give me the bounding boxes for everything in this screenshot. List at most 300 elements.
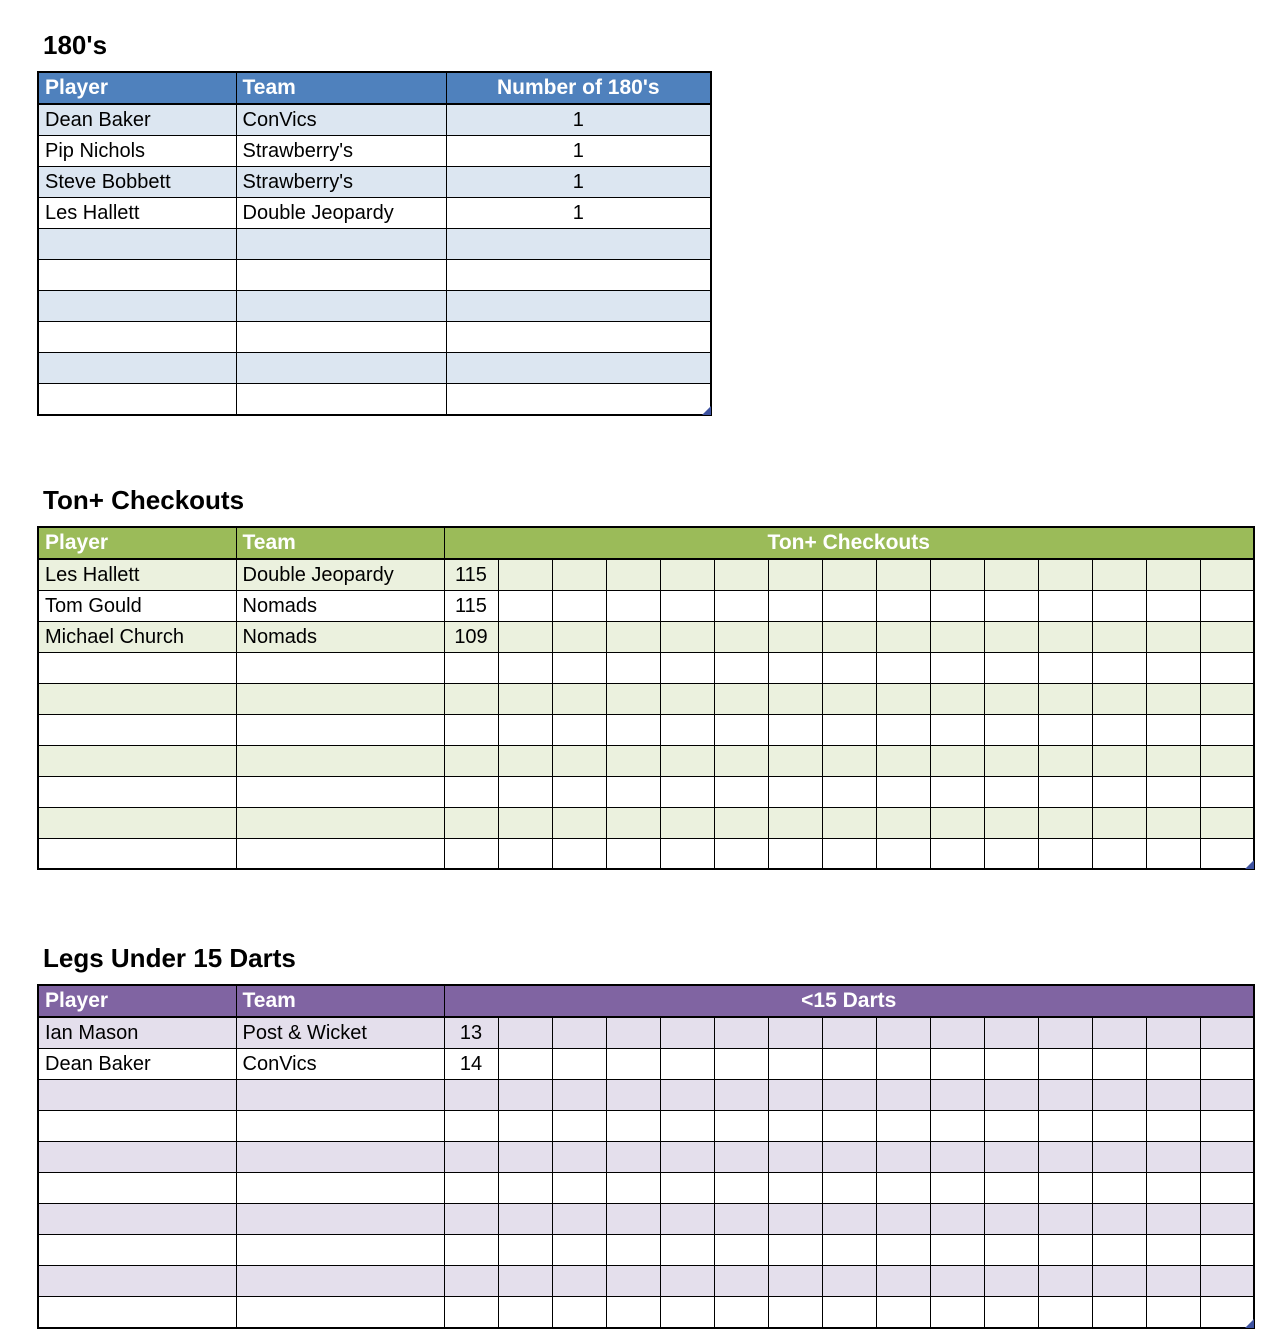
cell-empty[interactable] xyxy=(984,652,1038,683)
cell-empty[interactable] xyxy=(552,745,606,776)
cell-empty[interactable] xyxy=(498,1297,552,1328)
cell-player[interactable]: Pip Nichols xyxy=(38,136,236,167)
cell-empty[interactable] xyxy=(876,1235,930,1266)
cell-empty[interactable] xyxy=(660,1297,714,1328)
cell-empty[interactable] xyxy=(660,590,714,621)
cell-empty[interactable] xyxy=(984,714,1038,745)
cell-empty[interactable] xyxy=(1200,1173,1254,1204)
cell-empty[interactable] xyxy=(606,714,660,745)
cell-team[interactable]: Strawberry's xyxy=(236,167,446,198)
cell-team[interactable]: Double Jeopardy xyxy=(236,559,444,591)
cell-team[interactable] xyxy=(236,745,444,776)
cell-empty[interactable] xyxy=(660,807,714,838)
cell-empty[interactable] xyxy=(1146,1297,1200,1328)
cell-player[interactable] xyxy=(38,652,236,683)
cell-empty[interactable] xyxy=(876,1142,930,1173)
cell-empty[interactable] xyxy=(768,1017,822,1049)
cell-empty[interactable] xyxy=(606,1204,660,1235)
cell-empty[interactable] xyxy=(606,1080,660,1111)
cell-empty[interactable] xyxy=(606,776,660,807)
cell-empty[interactable] xyxy=(876,838,930,869)
cell-empty[interactable] xyxy=(1092,683,1146,714)
cell-empty[interactable] xyxy=(1200,590,1254,621)
cell-player[interactable]: Dean Baker xyxy=(38,1049,236,1080)
cell-empty[interactable] xyxy=(930,1173,984,1204)
cell-empty[interactable] xyxy=(660,621,714,652)
cell-empty[interactable] xyxy=(984,559,1038,591)
cell-empty[interactable] xyxy=(822,1017,876,1049)
cell-empty[interactable] xyxy=(1200,1017,1254,1049)
cell-value[interactable] xyxy=(446,260,711,291)
cell-empty[interactable] xyxy=(1200,621,1254,652)
cell-empty[interactable] xyxy=(714,1017,768,1049)
table-resize-handle[interactable] xyxy=(1245,860,1254,869)
cell-empty[interactable] xyxy=(660,714,714,745)
cell-team[interactable] xyxy=(236,291,446,322)
cell-empty[interactable] xyxy=(606,590,660,621)
cell-empty[interactable] xyxy=(714,714,768,745)
cell-empty[interactable] xyxy=(498,1204,552,1235)
cell-value[interactable] xyxy=(444,745,498,776)
cell-empty[interactable] xyxy=(1200,1049,1254,1080)
cell-empty[interactable] xyxy=(930,683,984,714)
cell-empty[interactable] xyxy=(876,652,930,683)
cell-empty[interactable] xyxy=(714,559,768,591)
cell-empty[interactable] xyxy=(1200,652,1254,683)
cell-empty[interactable] xyxy=(1092,1235,1146,1266)
cell-empty[interactable] xyxy=(552,1235,606,1266)
cell-empty[interactable] xyxy=(660,1235,714,1266)
cell-empty[interactable] xyxy=(1038,714,1092,745)
cell-player[interactable]: Tom Gould xyxy=(38,590,236,621)
cell-empty[interactable] xyxy=(768,559,822,591)
cell-player[interactable] xyxy=(38,260,236,291)
cell-empty[interactable] xyxy=(1092,714,1146,745)
cell-team[interactable] xyxy=(236,1204,444,1235)
cell-empty[interactable] xyxy=(1038,1297,1092,1328)
cell-value[interactable]: 1 xyxy=(446,136,711,167)
cell-empty[interactable] xyxy=(876,807,930,838)
cell-empty[interactable] xyxy=(1200,714,1254,745)
cell-team[interactable] xyxy=(236,683,444,714)
cell-empty[interactable] xyxy=(1146,1017,1200,1049)
cell-empty[interactable] xyxy=(984,807,1038,838)
cell-team[interactable] xyxy=(236,353,446,384)
cell-empty[interactable] xyxy=(498,1266,552,1297)
cell-empty[interactable] xyxy=(984,745,1038,776)
cell-empty[interactable] xyxy=(1038,559,1092,591)
cell-empty[interactable] xyxy=(768,683,822,714)
cell-empty[interactable] xyxy=(930,559,984,591)
cell-empty[interactable] xyxy=(1092,652,1146,683)
cell-empty[interactable] xyxy=(1200,1266,1254,1297)
cell-empty[interactable] xyxy=(876,1297,930,1328)
cell-empty[interactable] xyxy=(606,559,660,591)
cell-empty[interactable] xyxy=(498,652,552,683)
cell-empty[interactable] xyxy=(984,1235,1038,1266)
column-header-values[interactable]: <15 Darts xyxy=(444,985,1254,1017)
cell-empty[interactable] xyxy=(1092,590,1146,621)
cell-empty[interactable] xyxy=(1038,745,1092,776)
cell-empty[interactable] xyxy=(714,1235,768,1266)
cell-player[interactable] xyxy=(38,683,236,714)
cell-empty[interactable] xyxy=(1038,590,1092,621)
cell-empty[interactable] xyxy=(930,1297,984,1328)
cell-empty[interactable] xyxy=(714,1173,768,1204)
cell-empty[interactable] xyxy=(498,1235,552,1266)
cell-empty[interactable] xyxy=(1146,776,1200,807)
cell-empty[interactable] xyxy=(768,807,822,838)
cell-empty[interactable] xyxy=(768,1142,822,1173)
cell-empty[interactable] xyxy=(498,683,552,714)
cell-value[interactable]: 115 xyxy=(444,590,498,621)
cell-value[interactable] xyxy=(444,1297,498,1328)
cell-empty[interactable] xyxy=(1146,1173,1200,1204)
cell-value[interactable] xyxy=(444,1111,498,1142)
cell-player[interactable] xyxy=(38,229,236,260)
cell-team[interactable]: Post & Wicket xyxy=(236,1017,444,1049)
cell-empty[interactable] xyxy=(768,1266,822,1297)
cell-empty[interactable] xyxy=(984,1017,1038,1049)
cell-empty[interactable] xyxy=(1146,1266,1200,1297)
cell-empty[interactable] xyxy=(1092,1080,1146,1111)
cell-empty[interactable] xyxy=(552,776,606,807)
cell-empty[interactable] xyxy=(498,559,552,591)
cell-empty[interactable] xyxy=(552,652,606,683)
cell-empty[interactable] xyxy=(1200,1080,1254,1111)
cell-empty[interactable] xyxy=(876,776,930,807)
cell-empty[interactable] xyxy=(1200,1204,1254,1235)
cell-value[interactable]: 1 xyxy=(446,198,711,229)
cell-empty[interactable] xyxy=(768,621,822,652)
cell-empty[interactable] xyxy=(1038,1080,1092,1111)
cell-empty[interactable] xyxy=(1038,652,1092,683)
cell-team[interactable]: Strawberry's xyxy=(236,136,446,167)
cell-team[interactable] xyxy=(236,322,446,353)
cell-empty[interactable] xyxy=(1146,714,1200,745)
table-resize-handle[interactable] xyxy=(1245,1319,1254,1328)
cell-team[interactable] xyxy=(236,714,444,745)
cell-empty[interactable] xyxy=(1200,1142,1254,1173)
cell-player[interactable] xyxy=(38,807,236,838)
cell-empty[interactable] xyxy=(930,652,984,683)
cell-empty[interactable] xyxy=(1092,559,1146,591)
cell-player[interactable] xyxy=(38,353,236,384)
cell-value[interactable] xyxy=(446,353,711,384)
cell-empty[interactable] xyxy=(1038,683,1092,714)
cell-empty[interactable] xyxy=(984,1142,1038,1173)
column-header-team[interactable]: Team xyxy=(236,527,444,559)
cell-empty[interactable] xyxy=(822,683,876,714)
cell-empty[interactable] xyxy=(660,1173,714,1204)
cell-empty[interactable] xyxy=(876,1111,930,1142)
cell-empty[interactable] xyxy=(984,1266,1038,1297)
cell-empty[interactable] xyxy=(1146,1080,1200,1111)
cell-empty[interactable] xyxy=(552,1173,606,1204)
cell-value[interactable] xyxy=(444,1173,498,1204)
cell-empty[interactable] xyxy=(660,838,714,869)
cell-empty[interactable] xyxy=(876,714,930,745)
cell-empty[interactable] xyxy=(768,714,822,745)
cell-empty[interactable] xyxy=(768,838,822,869)
cell-player[interactable]: Michael Church xyxy=(38,621,236,652)
cell-team[interactable] xyxy=(236,807,444,838)
cell-empty[interactable] xyxy=(930,1142,984,1173)
cell-empty[interactable] xyxy=(498,590,552,621)
cell-team[interactable] xyxy=(236,1266,444,1297)
cell-empty[interactable] xyxy=(714,1111,768,1142)
cell-empty[interactable] xyxy=(930,1266,984,1297)
cell-empty[interactable] xyxy=(822,1204,876,1235)
cell-empty[interactable] xyxy=(768,1049,822,1080)
cell-empty[interactable] xyxy=(984,1173,1038,1204)
cell-team[interactable] xyxy=(236,229,446,260)
cell-empty[interactable] xyxy=(1146,807,1200,838)
cell-empty[interactable] xyxy=(768,1297,822,1328)
cell-empty[interactable] xyxy=(822,807,876,838)
cell-empty[interactable] xyxy=(1092,807,1146,838)
cell-empty[interactable] xyxy=(552,621,606,652)
cell-player[interactable] xyxy=(38,1080,236,1111)
cell-empty[interactable] xyxy=(768,652,822,683)
cell-team[interactable] xyxy=(236,1080,444,1111)
cell-empty[interactable] xyxy=(984,1080,1038,1111)
cell-value[interactable]: 1 xyxy=(446,104,711,136)
cell-empty[interactable] xyxy=(876,621,930,652)
cell-empty[interactable] xyxy=(768,590,822,621)
cell-empty[interactable] xyxy=(714,1080,768,1111)
cell-empty[interactable] xyxy=(822,1173,876,1204)
cell-empty[interactable] xyxy=(498,1142,552,1173)
cell-empty[interactable] xyxy=(930,807,984,838)
cell-empty[interactable] xyxy=(1200,559,1254,591)
cell-empty[interactable] xyxy=(714,776,768,807)
cell-empty[interactable] xyxy=(1146,683,1200,714)
cell-empty[interactable] xyxy=(660,1142,714,1173)
cell-empty[interactable] xyxy=(930,1204,984,1235)
cell-player[interactable] xyxy=(38,1297,236,1328)
cell-empty[interactable] xyxy=(822,1266,876,1297)
cell-empty[interactable] xyxy=(714,1297,768,1328)
cell-empty[interactable] xyxy=(1092,621,1146,652)
cell-empty[interactable] xyxy=(822,559,876,591)
cell-value[interactable] xyxy=(446,384,711,415)
cell-empty[interactable] xyxy=(984,776,1038,807)
cell-empty[interactable] xyxy=(876,1173,930,1204)
cell-team[interactable] xyxy=(236,1235,444,1266)
cell-player[interactable] xyxy=(38,1111,236,1142)
cell-player[interactable] xyxy=(38,1235,236,1266)
cell-empty[interactable] xyxy=(714,1266,768,1297)
cell-empty[interactable] xyxy=(606,745,660,776)
cell-empty[interactable] xyxy=(660,745,714,776)
cell-empty[interactable] xyxy=(1200,807,1254,838)
cell-value[interactable]: 115 xyxy=(444,559,498,591)
cell-empty[interactable] xyxy=(552,590,606,621)
cell-empty[interactable] xyxy=(1092,1142,1146,1173)
cell-empty[interactable] xyxy=(1146,838,1200,869)
cell-empty[interactable] xyxy=(1092,1204,1146,1235)
cell-empty[interactable] xyxy=(498,714,552,745)
cell-player[interactable] xyxy=(38,322,236,353)
cell-empty[interactable] xyxy=(498,807,552,838)
cell-empty[interactable] xyxy=(660,1266,714,1297)
cell-empty[interactable] xyxy=(552,1111,606,1142)
cell-empty[interactable] xyxy=(498,1049,552,1080)
cell-empty[interactable] xyxy=(822,621,876,652)
column-header-values[interactable]: Ton+ Checkouts xyxy=(444,527,1254,559)
cell-value[interactable] xyxy=(444,652,498,683)
cell-empty[interactable] xyxy=(1038,1266,1092,1297)
cell-empty[interactable] xyxy=(1038,1235,1092,1266)
cell-player[interactable] xyxy=(38,1266,236,1297)
cell-empty[interactable] xyxy=(660,1017,714,1049)
cell-team[interactable] xyxy=(236,384,446,415)
cell-empty[interactable] xyxy=(606,1266,660,1297)
cell-empty[interactable] xyxy=(552,1266,606,1297)
cell-empty[interactable] xyxy=(1146,1049,1200,1080)
cell-empty[interactable] xyxy=(1038,1142,1092,1173)
cell-team[interactable]: ConVics xyxy=(236,104,446,136)
cell-empty[interactable] xyxy=(606,1297,660,1328)
cell-empty[interactable] xyxy=(822,1049,876,1080)
cell-player[interactable] xyxy=(38,384,236,415)
cell-empty[interactable] xyxy=(876,559,930,591)
cell-empty[interactable] xyxy=(1038,1017,1092,1049)
cell-team[interactable]: Nomads xyxy=(236,621,444,652)
cell-value[interactable]: 13 xyxy=(444,1017,498,1049)
cell-team[interactable]: Nomads xyxy=(236,590,444,621)
cell-empty[interactable] xyxy=(498,621,552,652)
cell-empty[interactable] xyxy=(552,807,606,838)
cell-value[interactable] xyxy=(444,838,498,869)
cell-empty[interactable] xyxy=(714,1204,768,1235)
cell-player[interactable] xyxy=(38,1204,236,1235)
cell-empty[interactable] xyxy=(1038,1049,1092,1080)
cell-empty[interactable] xyxy=(714,652,768,683)
cell-empty[interactable] xyxy=(1200,776,1254,807)
cell-player[interactable]: Dean Baker xyxy=(38,104,236,136)
cell-empty[interactable] xyxy=(1038,1111,1092,1142)
cell-empty[interactable] xyxy=(876,590,930,621)
cell-value[interactable] xyxy=(446,322,711,353)
cell-empty[interactable] xyxy=(822,714,876,745)
cell-empty[interactable] xyxy=(498,1111,552,1142)
cell-empty[interactable] xyxy=(930,1017,984,1049)
cell-empty[interactable] xyxy=(876,1017,930,1049)
cell-empty[interactable] xyxy=(498,838,552,869)
cell-empty[interactable] xyxy=(876,1204,930,1235)
cell-empty[interactable] xyxy=(1092,745,1146,776)
cell-empty[interactable] xyxy=(606,1173,660,1204)
cell-empty[interactable] xyxy=(822,776,876,807)
cell-empty[interactable] xyxy=(1146,1204,1200,1235)
cell-empty[interactable] xyxy=(930,621,984,652)
cell-empty[interactable] xyxy=(606,1235,660,1266)
cell-empty[interactable] xyxy=(930,1080,984,1111)
cell-player[interactable] xyxy=(38,838,236,869)
cell-empty[interactable] xyxy=(1200,1235,1254,1266)
cell-empty[interactable] xyxy=(768,1204,822,1235)
cell-empty[interactable] xyxy=(1092,1049,1146,1080)
cell-player[interactable]: Les Hallett xyxy=(38,559,236,591)
cell-empty[interactable] xyxy=(822,1080,876,1111)
cell-empty[interactable] xyxy=(930,776,984,807)
cell-empty[interactable] xyxy=(930,838,984,869)
cell-empty[interactable] xyxy=(1200,1111,1254,1142)
column-header-player[interactable]: Player xyxy=(38,527,236,559)
cell-value[interactable]: 1 xyxy=(446,167,711,198)
cell-value[interactable] xyxy=(444,1080,498,1111)
cell-team[interactable] xyxy=(236,1173,444,1204)
cell-empty[interactable] xyxy=(768,1173,822,1204)
cell-empty[interactable] xyxy=(822,652,876,683)
cell-empty[interactable] xyxy=(1092,1173,1146,1204)
cell-empty[interactable] xyxy=(714,621,768,652)
cell-player[interactable]: Les Hallett xyxy=(38,198,236,229)
cell-empty[interactable] xyxy=(930,745,984,776)
cell-empty[interactable] xyxy=(768,1235,822,1266)
cell-empty[interactable] xyxy=(498,745,552,776)
cell-empty[interactable] xyxy=(1038,1173,1092,1204)
cell-empty[interactable] xyxy=(552,1204,606,1235)
cell-empty[interactable] xyxy=(822,838,876,869)
cell-value[interactable] xyxy=(444,714,498,745)
cell-empty[interactable] xyxy=(714,838,768,869)
cell-empty[interactable] xyxy=(1146,1111,1200,1142)
cell-empty[interactable] xyxy=(1038,1204,1092,1235)
cell-empty[interactable] xyxy=(1038,621,1092,652)
cell-empty[interactable] xyxy=(930,714,984,745)
cell-value[interactable] xyxy=(444,807,498,838)
cell-player[interactable] xyxy=(38,745,236,776)
cell-empty[interactable] xyxy=(498,1173,552,1204)
cell-player[interactable] xyxy=(38,1173,236,1204)
cell-empty[interactable] xyxy=(498,776,552,807)
column-header-team[interactable]: Team xyxy=(236,985,444,1017)
cell-empty[interactable] xyxy=(552,838,606,869)
cell-empty[interactable] xyxy=(1092,1266,1146,1297)
cell-value[interactable] xyxy=(446,291,711,322)
cell-empty[interactable] xyxy=(930,1235,984,1266)
cell-empty[interactable] xyxy=(606,838,660,869)
cell-empty[interactable] xyxy=(714,590,768,621)
cell-player[interactable] xyxy=(38,776,236,807)
cell-player[interactable] xyxy=(38,714,236,745)
cell-team[interactable] xyxy=(236,776,444,807)
cell-empty[interactable] xyxy=(1146,1235,1200,1266)
cell-player[interactable]: Steve Bobbett xyxy=(38,167,236,198)
cell-empty[interactable] xyxy=(660,1111,714,1142)
cell-empty[interactable] xyxy=(606,1142,660,1173)
cell-empty[interactable] xyxy=(768,1080,822,1111)
cell-empty[interactable] xyxy=(606,621,660,652)
cell-empty[interactable] xyxy=(984,621,1038,652)
cell-empty[interactable] xyxy=(714,745,768,776)
cell-empty[interactable] xyxy=(1038,838,1092,869)
cell-player[interactable]: Ian Mason xyxy=(38,1017,236,1049)
cell-team[interactable] xyxy=(236,1142,444,1173)
cell-team[interactable] xyxy=(236,1297,444,1328)
cell-empty[interactable] xyxy=(1146,590,1200,621)
cell-empty[interactable] xyxy=(822,590,876,621)
cell-empty[interactable] xyxy=(1038,807,1092,838)
cell-empty[interactable] xyxy=(1146,559,1200,591)
cell-value[interactable] xyxy=(444,1266,498,1297)
column-header-values[interactable]: Number of 180's xyxy=(446,72,711,104)
cell-empty[interactable] xyxy=(822,1235,876,1266)
cell-empty[interactable] xyxy=(660,652,714,683)
